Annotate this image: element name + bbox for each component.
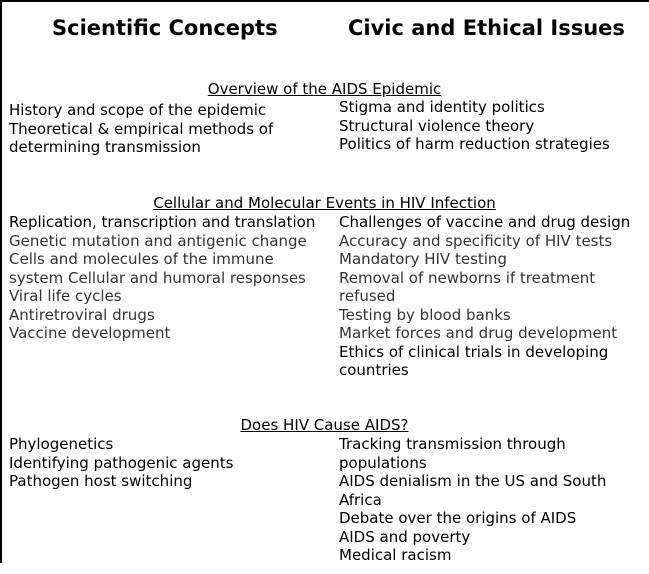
list-item: Viral life cycles <box>9 287 122 305</box>
list-item: Accuracy and specificity of HIV tests <box>339 231 613 250</box>
list-item: Tracking transmission through <box>339 435 566 453</box>
section-title-hiv-cause: Does HIV Cause AIDS? <box>240 416 409 434</box>
list-item: History and scope of the epidemic <box>9 101 267 119</box>
header-scientific-concepts: Scientific Concepts <box>52 16 278 40</box>
section-title-overview: Overview of the AIDS Epidemic <box>207 80 442 98</box>
list-item: Pathogen host switching <box>9 472 193 490</box>
section-title-cellular: Cellular and Molecular Events in HIV Infection <box>153 194 496 212</box>
list-item: AIDS denialism in the US and South <box>339 472 607 490</box>
section-hiv-cause-left <box>9 435 233 491</box>
list-item: Medical racism <box>339 546 452 564</box>
list-item: Mandatory HIV testing <box>339 250 507 268</box>
list-item: populations <box>339 453 427 472</box>
list-item: Replication, transcription and translation <box>9 213 316 231</box>
list-item: Theoretical & empirical methods of <box>9 119 274 138</box>
section-overview-left <box>9 101 273 157</box>
list-item: Ethics of clinical trials in developing <box>339 342 609 361</box>
list-item: Market forces and drug development <box>339 324 618 342</box>
section-cellular-left <box>9 213 315 343</box>
list-item: Vaccine development <box>9 324 171 342</box>
section-cellular-right <box>339 213 630 380</box>
list-item: countries <box>339 361 409 379</box>
list-item: Challenges of vaccine and drug design <box>339 213 631 231</box>
list-item: refused <box>339 287 396 305</box>
list-item: Structural violence theory <box>339 116 535 135</box>
list-item: Testing by blood banks <box>339 305 511 324</box>
list-item: Removal of newborns if treatment <box>339 268 596 287</box>
list-item: Debate over the origins of AIDS <box>339 509 577 527</box>
section-hiv-cause-right <box>339 435 606 565</box>
section-overview-right <box>339 98 610 154</box>
list-item: Cells and molecules of the immune <box>9 250 274 268</box>
list-item: Antiretroviral drugs <box>9 305 155 324</box>
header-civic-ethical-issues: Civic and Ethical Issues <box>348 16 625 40</box>
list-item: Africa <box>339 490 382 509</box>
list-item: Phylogenetics <box>9 435 114 453</box>
list-item: Stigma and identity politics <box>339 98 545 116</box>
list-item: determining transmission <box>9 138 201 156</box>
list-item: Genetic mutation and antigenic change <box>9 231 307 250</box>
list-item: system Cellular and humoral responses <box>9 268 306 287</box>
list-item: AIDS and poverty <box>339 527 471 546</box>
list-item: Identifying pathogenic agents <box>9 453 234 472</box>
list-item: Politics of harm reduction strategies <box>339 135 610 153</box>
